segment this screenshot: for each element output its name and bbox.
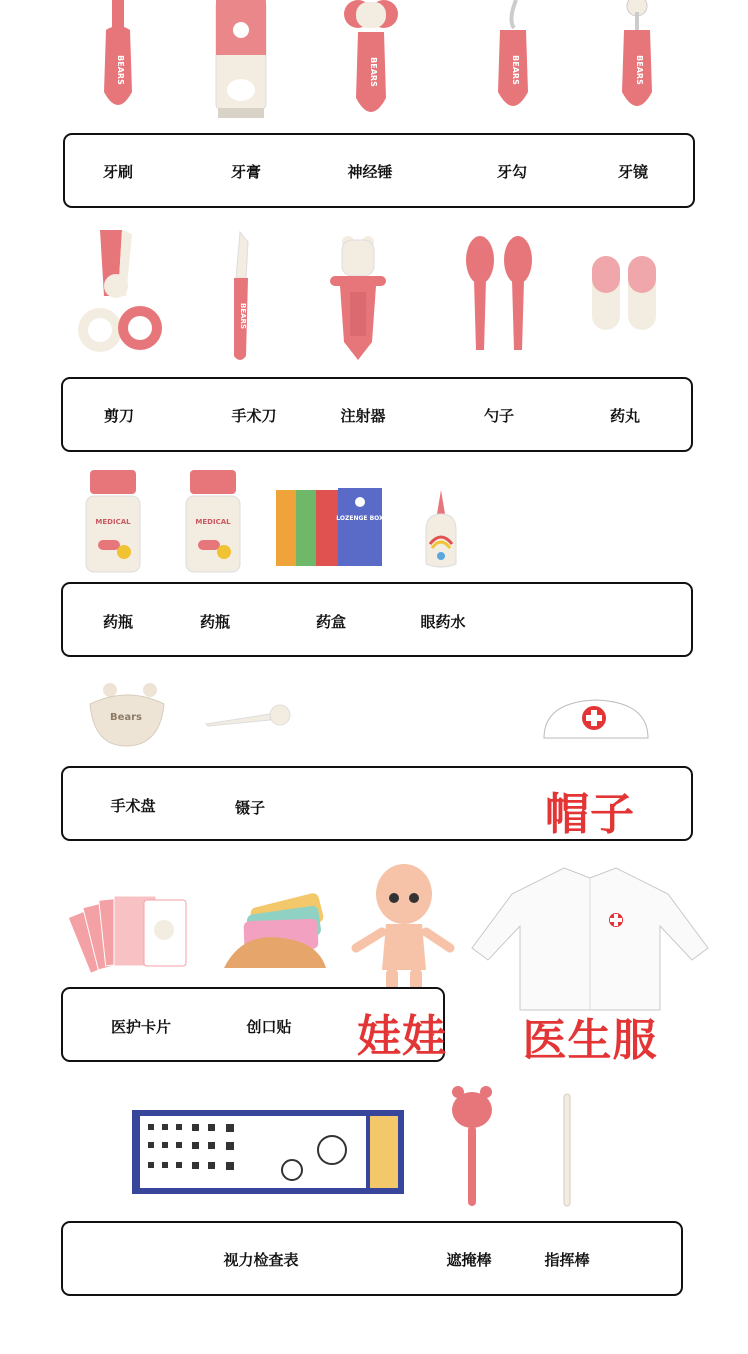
label-medical-cards: 医护卡片	[110, 1018, 172, 1036]
label-eye-chart: 视力检查表	[223, 1251, 299, 1269]
label-reflex-hammer: 神经锤	[347, 163, 393, 181]
spoon-icon	[460, 234, 540, 354]
medicine-bottle-icon	[84, 470, 142, 574]
toothbrush-icon	[88, 0, 148, 120]
label-pill: 药丸	[609, 407, 641, 425]
label-box-row-6	[61, 1221, 683, 1296]
occluder-icon	[450, 1084, 494, 1208]
dental-mirror-icon	[612, 0, 662, 120]
nurse-hat-icon	[540, 694, 652, 742]
label-tweezers: 镊子	[234, 799, 266, 817]
scalpel-icon	[226, 232, 256, 360]
label-doll: 娃娃	[357, 1011, 447, 1062]
pointer-stick-icon	[560, 1094, 574, 1208]
label-syringe: 注射器	[340, 407, 386, 425]
bottle-label-text: MEDICAL	[195, 518, 231, 526]
label-box-row-3	[61, 582, 693, 657]
pill-icon	[590, 256, 662, 332]
eye-drops-icon	[420, 490, 462, 570]
svg-text:BEARS: BEARS	[369, 57, 378, 87]
label-nurse-hat: 帽子	[545, 789, 635, 840]
doll-icon	[352, 862, 456, 1002]
toothpaste-icon	[208, 0, 274, 120]
label-medicine-box: 药盒	[315, 613, 347, 631]
doctor-coat-icon	[470, 864, 710, 1014]
label-dental-probe: 牙勾	[496, 163, 528, 181]
label-toothpaste: 牙膏	[230, 163, 262, 181]
label-eye-drops: 眼药水	[420, 613, 466, 631]
label-scalpel: 手术刀	[231, 407, 277, 425]
label-pointer-stick: 指挥棒	[544, 1251, 590, 1269]
medicine-bottle-icon	[184, 470, 242, 574]
svg-text:BEARS: BEARS	[239, 303, 247, 329]
label-spoon: 勺子	[483, 407, 515, 425]
label-medicine-bottle: 药瓶	[199, 613, 231, 631]
label-dental-mirror: 牙镜	[617, 163, 649, 181]
syringe-icon	[326, 232, 390, 364]
scissors-icon	[74, 226, 166, 360]
label-bandage: 创口贴	[246, 1018, 292, 1036]
lozenge-box-icon	[274, 486, 386, 568]
bottle-label-text: MEDICAL	[95, 518, 131, 526]
tweezers-icon	[204, 704, 294, 728]
label-surgical-tray: 手术盘	[110, 797, 156, 815]
tray-label-text: Bears	[109, 712, 143, 723]
svg-text:BEARS: BEARS	[635, 55, 644, 85]
reflex-hammer-icon	[338, 0, 404, 124]
label-medicine-bottle: 药瓶	[102, 613, 134, 631]
svg-text:BEARS: BEARS	[116, 55, 125, 85]
box-label-text: LOZENGE BOX	[336, 515, 384, 522]
label-toothbrush: 牙刷	[102, 163, 134, 181]
surgical-tray-icon	[86, 680, 168, 750]
bandage-icon	[222, 894, 332, 976]
eye-chart-icon	[132, 1110, 404, 1194]
label-scissors: 剪刀	[103, 407, 135, 425]
dental-probe-icon	[488, 0, 538, 120]
medical-cards-icon	[74, 890, 190, 980]
label-occluder: 遮掩棒	[446, 1251, 492, 1269]
svg-text:BEARS: BEARS	[511, 55, 520, 85]
label-doctor-coat: 医生服	[522, 1015, 658, 1066]
